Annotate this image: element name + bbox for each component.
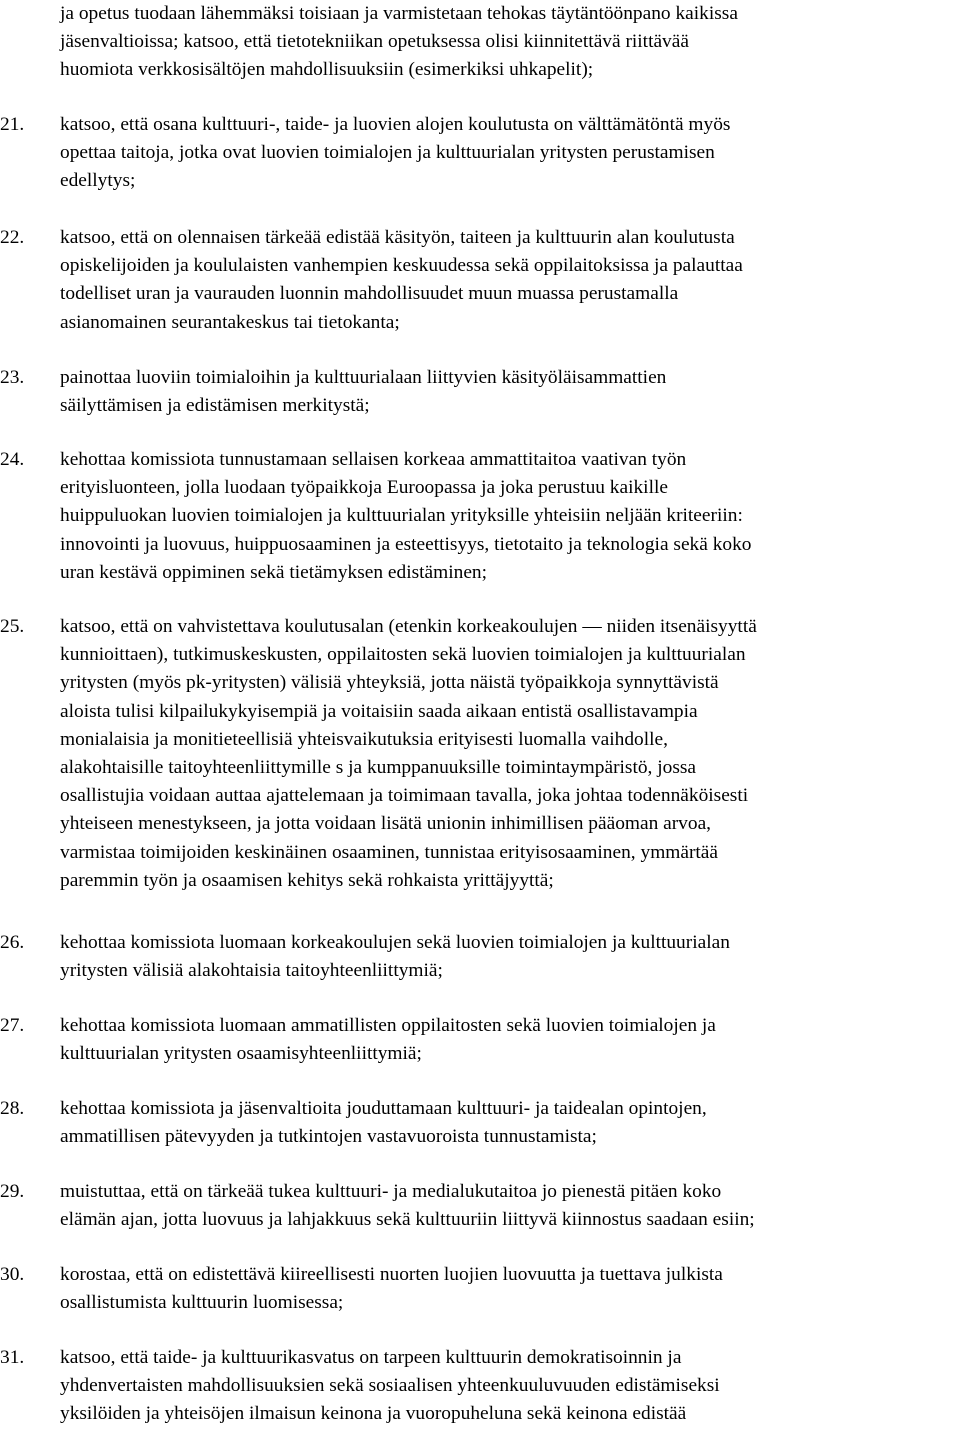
paragraph-line: varmistaa toimijoiden keskinäinen osaaminen, tunnistaa erityisosaaminen, ymmärtää: [60, 841, 719, 863]
paragraph-line: opiskelijoiden ja koululaisten vanhempien keskuudessa sekä oppilaitoksissa ja palauttaa: [60, 255, 743, 277]
paragraph-line: jäsenvaltioissa; katsoo, että tietotekniikan opetuksessa olisi kiinnitettävä riittävää: [60, 31, 689, 53]
paragraph-line: paremmin työn ja osaamisen kehitys sekä rohkaista yrittäjyyttä;: [60, 869, 554, 891]
paragraph-line: uran kestävä oppiminen sekä tietämyksen edistäminen;: [60, 561, 488, 583]
item-number: 29.: [0, 1181, 25, 1202]
item-text: [60, 929, 960, 985]
item-number: 22.: [0, 227, 25, 248]
continued-paragraph: [60, 0, 960, 85]
item-number: 25.: [0, 616, 25, 637]
item-text: [60, 1178, 960, 1234]
paragraph-line: huippuluokan luovien toimialojen ja kulttuurialan yrityksille yhteisiin neljään kriteeriin:: [60, 505, 743, 527]
item-number: 23.: [0, 367, 25, 388]
paragraph-line: yhdenvertaisten mahdollisuuksien sekä sosiaalisen yhteenkuuluvuuden edistämiseksi: [60, 1375, 720, 1397]
item-number: 26.: [0, 932, 25, 953]
item-number: 31.: [0, 1347, 25, 1368]
paragraph-line: innovointi ja luovuus, huippuosaaminen ja esteettisyys, tietotaito ja teknologia sekä koko: [60, 533, 752, 555]
paragraph-line: todelliset uran ja vaurauden luonnin mahdollisuudet muun muassa perustamalla: [60, 283, 679, 305]
item-text: [60, 224, 960, 337]
paragraph-line: kehottaa komissiota ja jäsenvaltioita jouduttamaan kulttuuri- ja taidealan opintojen,: [60, 1098, 707, 1119]
item-text: [60, 1261, 960, 1317]
item-number: 30.: [0, 1264, 25, 1285]
item-number: 24.: [0, 449, 25, 470]
item-text: [60, 1344, 960, 1429]
paragraph-line: aloista tulisi kilpailukykyisempiä ja voitaisiin saada aikaan entistä osallistavampia: [60, 700, 698, 722]
item-number: 27.: [0, 1015, 25, 1036]
paragraph-line: kunnioittaen), tutkimuskeskusten, oppilaitosten sekä luovien toimialojen ja kulttuurialan: [60, 644, 746, 666]
paragraph-line: kehottaa komissiota luomaan korkeakoulujen sekä luovien toimialojen ja kulttuurialan: [60, 932, 730, 953]
paragraph-line: painottaa luoviin toimialoihin ja kulttuurialaan liittyvien käsityöläisammattien: [60, 367, 667, 388]
paragraph-line: opettaa taitoja, jotka ovat luovien toimialojen ja kulttuurialan yritysten perustamisen: [60, 142, 715, 164]
item-text: [60, 446, 960, 587]
item-text: [60, 1095, 960, 1151]
paragraph-line: katsoo, että on olennaisen tärkeää edistää käsityön, taiteen ja kulttuurin alan koulutusta: [60, 227, 735, 248]
paragraph-line: ja opetus tuodaan lähemmäksi toisiaan ja varmistetaan tehokas täytäntöönpano kaikissa: [60, 3, 738, 24]
item-text: [60, 111, 960, 196]
item-text: [60, 1012, 960, 1068]
paragraph-line: erityisluonteen, jolla luodaan työpaikkoja Euroopassa ja joka perustuu kaikille: [60, 477, 668, 499]
paragraph-line: katsoo, että taide- ja kulttuurikasvatus on tarpeen kulttuurin demokratisoinnin ja: [60, 1347, 682, 1368]
paragraph-line: kehottaa komissiota tunnustamaan sellaisen korkeaa ammattitaitoa vaativan työn: [60, 449, 687, 470]
item-number: 21.: [0, 114, 25, 135]
paragraph-line: huomiota verkkosisältöjen mahdollisuuksiin (esimerkiksi uhkapelit);: [60, 59, 594, 81]
paragraph-line: yhteiseen menestykseen, ja jotta voidaan lisätä unionin inhimillisen pääoman arvoa,: [60, 813, 712, 835]
paragraph-line: asianomainen seurantakeskus tai tietokanta;: [60, 311, 400, 333]
item-number: 28.: [0, 1098, 25, 1119]
paragraph-line: katsoo, että on vahvistettava koulutusalan (etenkin korkeakoulujen — niiden itsenäisyyttä: [60, 616, 757, 637]
paragraph-line: edellytys;: [60, 170, 136, 192]
paragraph-line: yksilöiden ja yhteisöjen ilmaisun keinona ja vuoropuheluna sekä keinona edistää: [60, 1403, 687, 1425]
paragraph-line: osallistumista kulttuurin luomisessa;: [60, 1292, 344, 1314]
paragraph-line: katsoo, että osana kulttuuri-, taide- ja luovien alojen koulutusta on välttämätöntä myös: [60, 114, 731, 135]
paragraph-line: säilyttämisen ja edistämisen merkitystä;: [60, 395, 370, 417]
paragraph-line: elämän ajan, jotta luovuus ja lahjakkuus sekä kulttuuriin liittyvä kiinnostus saadaan esiin;: [60, 1209, 755, 1231]
paragraph-line: kehottaa komissiota luomaan ammatillisten oppilaitosten sekä luovien toimialojen ja: [60, 1015, 716, 1036]
paragraph-line: muistuttaa, että on tärkeää tukea kulttuuri- ja medialukutaitoa jo pienestä pitäen koko: [60, 1181, 722, 1202]
paragraph-line: alakohtaisille taitoyhteenliittymille s ja kumppanuuksille toimintaympäristö, jossa: [60, 756, 697, 778]
paragraph-line: kulttuurialan yritysten osaamisyhteenliittymiä;: [60, 1043, 422, 1065]
paragraph-line: monialaisia ja monitieteellisiä yhteisvaikutuksia erityisesti luomalla vaihdolle,: [60, 728, 668, 750]
item-text: [60, 364, 960, 420]
paragraph-line: yritysten (myös pk-yritysten) välisiä yhteyksiä, jotta näistä työpaikkoja synnyttävistä: [60, 672, 719, 694]
paragraph-line: ammatillisen pätevyyden ja tutkintojen vastavuoroista tunnustamista;: [60, 1126, 597, 1148]
paragraph-line: korostaa, että on edistettävä kiireellisesti nuorten luojien luovuutta ja tuettava julkista: [60, 1264, 723, 1285]
paragraph-line: yritysten välisiä alakohtaisia taitoyhteenliittymiä;: [60, 960, 443, 982]
paragraph-line: osallistujia voidaan auttaa ajattelemaan ja toimimaan tavalla, joka johtaa todennäköisesti: [60, 785, 749, 807]
item-text: [60, 613, 960, 895]
